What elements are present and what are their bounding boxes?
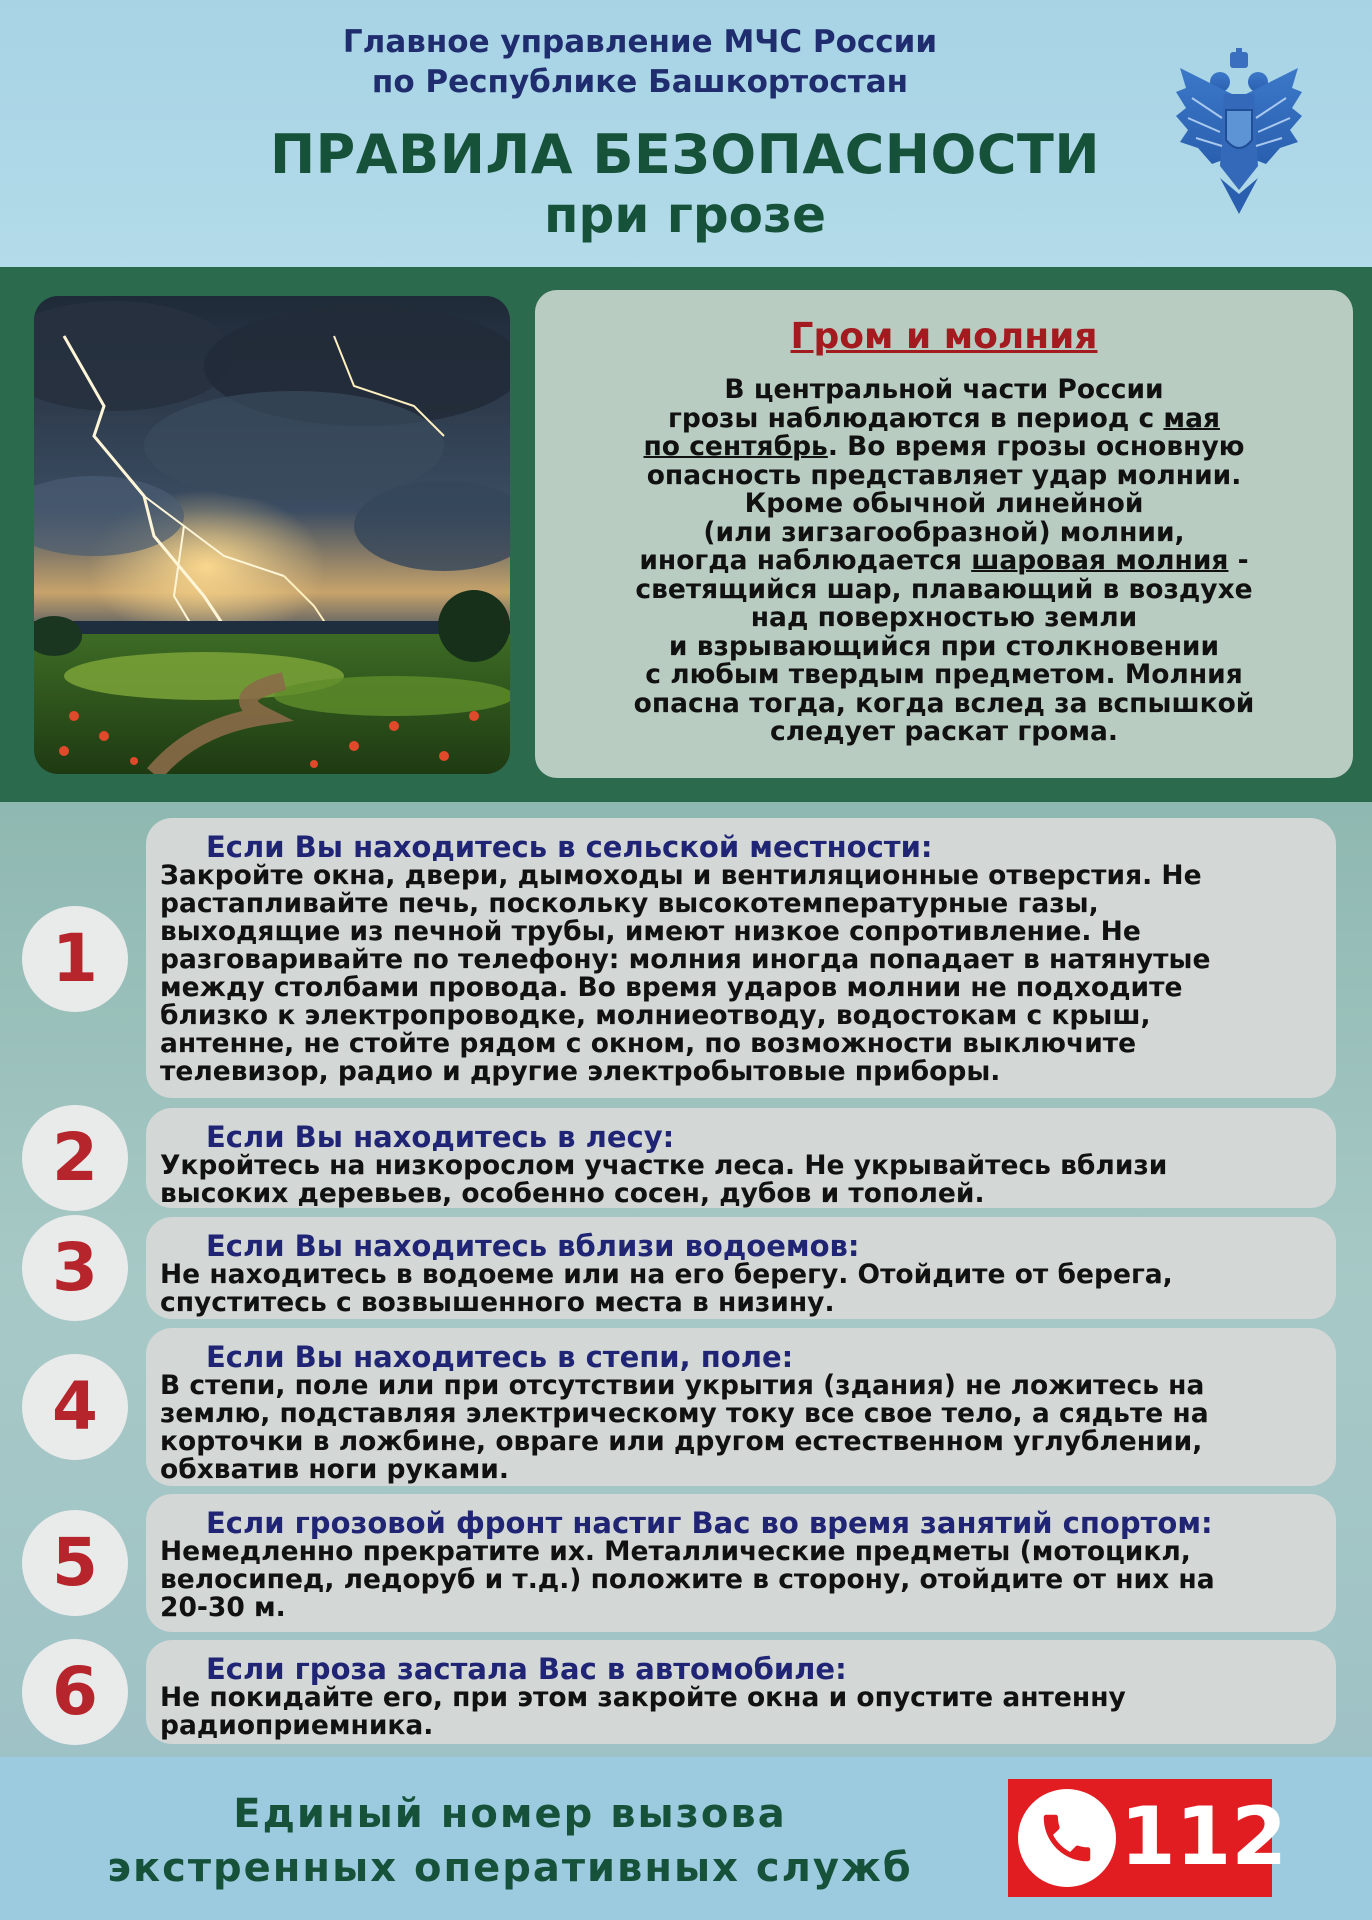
rule-number-badge: 6 [22, 1639, 128, 1745]
info-text-line: иногда наблюдается шаровая молния - [639, 545, 1249, 576]
info-text-line: В центральной части России [724, 374, 1164, 405]
title-line-2: при грозе [543, 186, 826, 244]
org-line-2: по Республике Башкортостан [371, 64, 909, 100]
footer-line-2: экстренных оперативных служб [107, 1845, 913, 1891]
rule-card [146, 1328, 1336, 1486]
rule-body-line: велосипед, ледоруб и т.д.) положите в сторону, отойдите от них на [160, 1564, 1215, 1595]
rule-body-line: разговаривайте по телефону: молния иногда попадает в натянутые [160, 944, 1211, 975]
rule-body-line: радиоприемника. [160, 1710, 434, 1741]
rule-heading: Если грозовой фронт настиг Вас во время занятий спортом: [206, 1506, 1213, 1540]
rule-body [160, 1538, 1215, 1622]
rule-body-line: растапливайте печь, поскольку высокотемпературные газы, [160, 888, 1099, 919]
rule-number-badge: 5 [22, 1510, 128, 1616]
info-title-text: Гром и молния [790, 316, 1098, 357]
rule-heading: Если Вы находитесь в сельской местности: [206, 830, 933, 864]
rule-body-line: близко к электропроводке, молниеотводу, водостокам с крыш, [160, 1000, 1151, 1031]
rule-card [146, 1108, 1336, 1208]
rule-heading: Если гроза застала Вас в автомобиле: [206, 1652, 847, 1686]
rule-body-line: Не покидайте его, при этом закройте окна и опустите антенну [160, 1682, 1126, 1713]
rule-body-line: В степи, поле или при отсутствии укрытия (здания) не ложитесь на [160, 1370, 1205, 1401]
info-text-line: с любым твердым предметом. Молния [645, 659, 1243, 690]
info-text-line: по сентябрь. Во время грозы основную [643, 431, 1245, 462]
rule-body [160, 1684, 1126, 1740]
rule-body-line: Немедленно прекратите их. Металлические предметы (мотоцикл, [160, 1536, 1191, 1567]
info-card [535, 290, 1353, 778]
rule-card [146, 1494, 1336, 1632]
rule-body [160, 862, 1210, 1086]
header [0, 0, 1372, 267]
organization-name [290, 22, 990, 102]
info-text-line: (или зигзагообразной) молнии, [703, 516, 1185, 548]
emergency-call-badge [1008, 1779, 1287, 1897]
rule-body-line: спуститесь с возвышенного места в низину. [160, 1287, 835, 1318]
page-title [170, 124, 1200, 244]
rule-body [160, 1152, 1167, 1208]
rule-body [160, 1261, 1173, 1317]
rule-body-line: выходящие из печной трубы, имеют низкое сопротивление. Не [160, 916, 1141, 947]
rule-number-badge: 4 [22, 1354, 128, 1460]
rule-body-line: 20-30 м. [160, 1592, 286, 1623]
rule-card [146, 1217, 1336, 1319]
info-title [535, 314, 1353, 360]
rule-body-line: Укройтесь на низкорослом участке леса. Не укрывайтесь вблизи [160, 1150, 1168, 1181]
info-text-line: и взрывающийся при столкновении [668, 630, 1220, 662]
info-text-line: опасность представляет удар молнии. [646, 459, 1242, 491]
footer [0, 1757, 1372, 1920]
emergency-number-label [60, 1787, 960, 1895]
rule-body-line: корточки в ложбине, овраге или другом естественном углублении, [160, 1426, 1203, 1457]
rule-body-line: антенне, не стойте рядом с окном, по возможности выключите [160, 1028, 1137, 1059]
rule-body [160, 1372, 1209, 1484]
rule-card [146, 1640, 1336, 1744]
info-text-line: опасна тогда, когда вслед за вспышкой [633, 687, 1255, 719]
rule-heading: Если Вы находитесь в лесу: [206, 1120, 675, 1154]
rule-number-badge: 1 [22, 906, 128, 1012]
rule-heading: Если Вы находитесь в степи, поле: [206, 1340, 794, 1374]
rule-body-line: Не находитесь в водоеме или на его берегу. Отойдите от берега, [160, 1259, 1173, 1290]
mchs-eagle-emblem-icon [1172, 48, 1306, 216]
info-text-line: следует раскат грома. [770, 716, 1118, 747]
thunderstorm-image [34, 296, 510, 774]
info-text-line: Кроме обычной линейной [744, 488, 1144, 519]
info-text [575, 376, 1313, 747]
rule-number-badge: 3 [22, 1215, 128, 1321]
rule-number-badge: 2 [22, 1105, 128, 1211]
rule-body-line: телевизор, радио и другие электробытовые приборы. [160, 1056, 1001, 1087]
rule-body-line: обхватив ноги руками. [160, 1454, 509, 1485]
info-text-line: над поверхностью земли [750, 602, 1138, 633]
org-line-1: Главное управление МЧС России [342, 24, 938, 60]
rule-body-line: высоких деревьев, особенно сосен, дубов и тополей. [160, 1178, 985, 1209]
rule-body-line: землю, подставляя электрическому току все свое тело, а сядьте на [160, 1398, 1209, 1429]
phone-icon [1018, 1789, 1116, 1887]
emergency-number: 112 [1120, 1790, 1287, 1883]
title-line-1: ПРАВИЛА БЕЗОПАСНОСТИ [269, 123, 1101, 186]
rule-body-line: между столбами провода. Во время ударов молнии не подходите [160, 972, 1183, 1003]
info-text-line: светящийся шар, плавающий в воздухе [635, 573, 1253, 605]
rule-card [146, 818, 1336, 1098]
rule-heading: Если Вы находитесь вблизи водоемов: [206, 1229, 860, 1263]
rule-body-line: Закройте окна, двери, дымоходы и вентиляционные отверстия. Не [160, 860, 1202, 891]
footer-line-1: Единый номер вызова [233, 1791, 787, 1837]
info-text-line: грозы наблюдаются в период с мая [668, 402, 1220, 434]
